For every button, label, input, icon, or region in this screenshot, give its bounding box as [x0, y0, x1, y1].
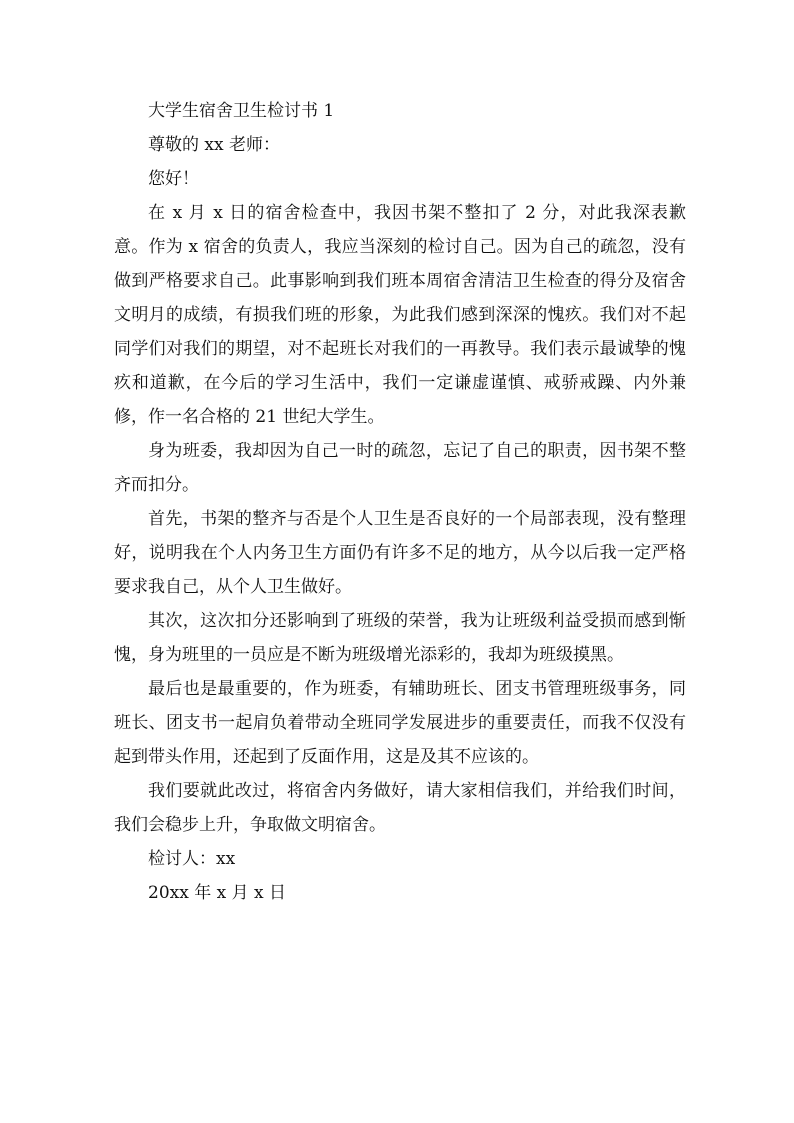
- paragraph-duty: 身为班委，我却因为自己一时的疏忽，忘记了自己的职责，因书架不整齐而扣分。: [114, 441, 686, 495]
- paragraph-first: 首先，书架的整齐与否是个人卫生是否良好的一个局部表现，没有整理好，说明我在个人内务卫生方面仍有许多不足的地方，从今以后我一定严格要求我自己，从个人卫生做好。: [114, 509, 686, 597]
- document-title: 大学生宿舍卫生检讨书 1: [148, 101, 335, 121]
- greeting: 您好！: [148, 169, 199, 189]
- document-body: [114, 94, 686, 910]
- signature: 检讨人：xx: [148, 849, 236, 869]
- paragraph-apology: 在 x 月 x 日的宿舍检查中，我因书架不整扣了 2 分，对此我深表歉意。作为 x 宿舍的负责人，我应当深刻的检讨自己。因为自己的疏忽，没有做到严格要求自己。此事影响到我们班本周宿舍清洁卫生检查的得分及宿舍文明月的成绩，有损我们班的形象，为此我们感到深深的愧疚。我们对不起同学们对我们的期望，对不起班长对我们的一再教导。我们表示最诚挚的愧疚和道歉，在今后的学习生活中，我们一定谦虚谨慎、戒骄戒躁、内外兼修，作一名合格的 21 世纪大学生。: [114, 203, 686, 427]
- paragraph-second: 其次，这次扣分还影响到了班级的荣誉，我为让班级利益受损而感到惭愧，身为班里的一员应是不断为班级增光添彩的，我却为班级摸黑。: [114, 611, 686, 665]
- salutation: 尊敬的 xx 老师：: [148, 135, 280, 155]
- paragraph-resolution: 我们要就此改过，将宿舍内务做好，请大家相信我们，并给我们时间，我们会稳步上升，争取做文明宿舍。: [114, 781, 686, 835]
- date: 20xx 年 x 月 x 日: [148, 883, 287, 903]
- paragraph-finally: 最后也是最重要的，作为班委，有辅助班长、团支书管理班级事务，同班长、团支书一起肩负着带动全班同学发展进步的重要责任，而我不仅没有起到带头作用，还起到了反面作用，这是及其不应该的。: [114, 679, 686, 767]
